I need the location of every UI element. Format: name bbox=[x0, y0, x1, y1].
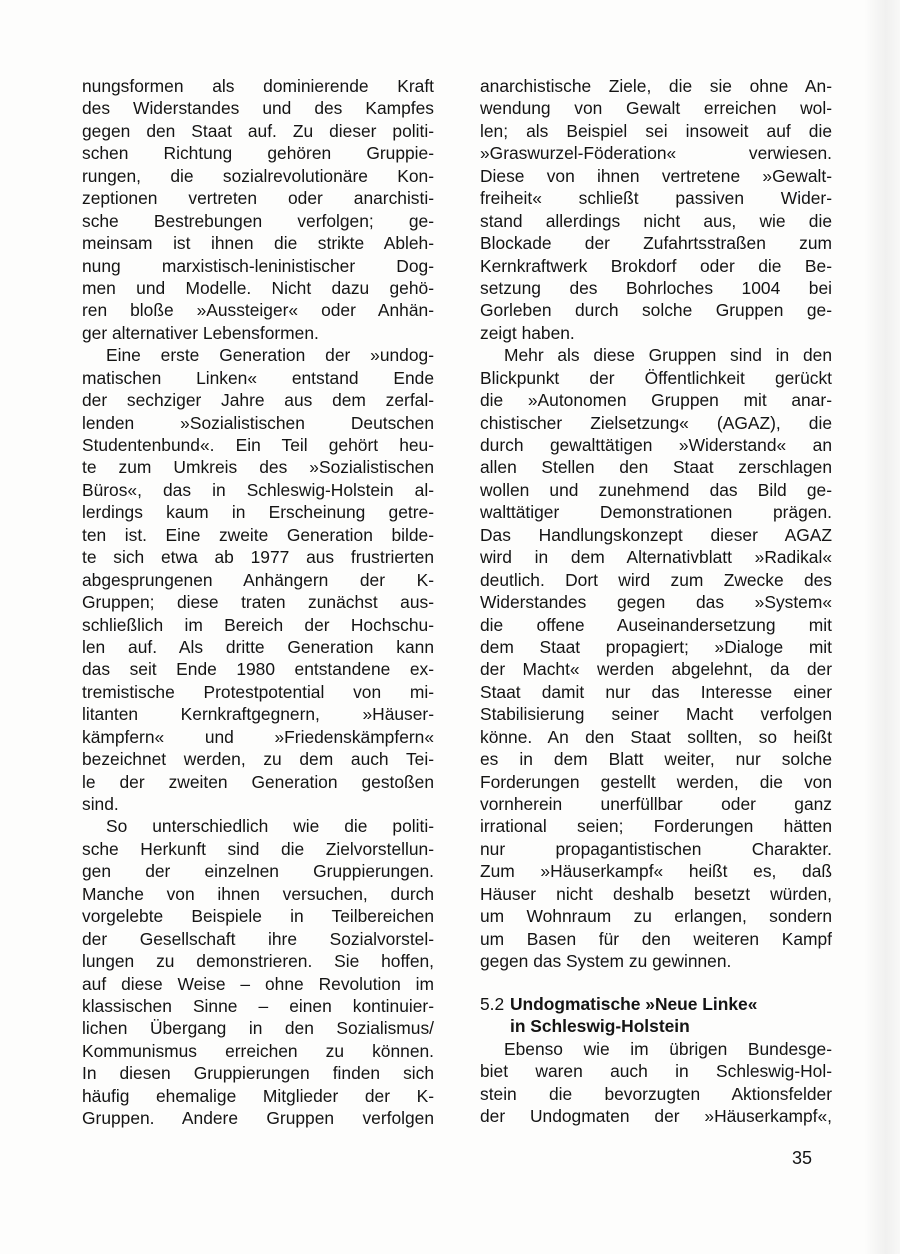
text-line: Manche von ihnen versuchen, durch bbox=[82, 883, 434, 904]
section-number: 5.2 bbox=[480, 993, 505, 1014]
text-line: tremistische Protestpotential von mi- bbox=[82, 681, 434, 702]
text-line: Blickpunkt der Öffentlichkeit gerückt bbox=[480, 367, 832, 388]
text-line: Büros«, das in Schleswig-Holstein al- bbox=[82, 479, 434, 500]
text-line: schen Richtung gehören Gruppie- bbox=[82, 143, 434, 164]
text-line: zeigt haben. bbox=[480, 322, 575, 343]
text-line: anarchistische Ziele, die sie ohne An- bbox=[480, 76, 832, 96]
text-line: So unterschiedlich wie die politi- bbox=[106, 816, 434, 837]
text-line: len auf. Als dritte Generation kann bbox=[82, 636, 434, 657]
section-heading bbox=[480, 993, 832, 1038]
text-line: es in dem Blatt weiter, nur solche bbox=[480, 749, 832, 770]
text-line: schließlich im Bereich der Hochschu- bbox=[82, 614, 434, 635]
text-line: könne. An den Staat sollten, so heißt bbox=[480, 726, 832, 747]
text-line: Blockade der Zufahrtsstraßen zum bbox=[480, 233, 832, 254]
text-line: Häuser nicht deshalb besetzt würden, bbox=[480, 883, 832, 904]
text-line: zeptionen vertreten oder anarchisti- bbox=[82, 188, 434, 209]
text-line: der Undogmaten der »Häuserkampf«, bbox=[480, 1106, 832, 1126]
text-line: nur propagantistischen Charakter. bbox=[480, 838, 832, 859]
text-line: das seit Ende 1980 entstandene ex- bbox=[82, 659, 434, 680]
section-title-line-2: in Schleswig-Holstein bbox=[510, 1016, 690, 1037]
text-line: der Gesellschaft ihre Sozialvorstel- bbox=[82, 928, 434, 949]
text-line: irrational seien; Forderungen hätten bbox=[480, 816, 832, 837]
text-line: Gruppen. Andere Gruppen verfolgen bbox=[82, 1108, 434, 1129]
text-line: Mehr als diese Gruppen sind in den bbox=[504, 345, 832, 366]
section-heading-line-1 bbox=[480, 993, 832, 1016]
text-line: lichen Übergang in den Sozialismus/ bbox=[82, 1018, 434, 1039]
text-line: gen der einzelnen Gruppierungen. bbox=[82, 861, 434, 882]
text-line: um Wohnraum zu erlangen, sondern bbox=[480, 906, 832, 927]
section-body-text bbox=[480, 1038, 832, 1128]
text-line: stein die bevorzugten Aktionsfelder bbox=[480, 1083, 832, 1104]
text-line: ger alternativer Lebensformen. bbox=[82, 322, 319, 343]
text-line: kämpfern« und »Friedenskämpfern« bbox=[82, 726, 434, 747]
text-line: sche Herkunft sind die Zielvorstellun- bbox=[82, 838, 434, 859]
text-line: Kommunismus erreichen zu können. bbox=[82, 1040, 434, 1061]
text-line: Zum »Häuserkampf« heißt es, daß bbox=[480, 861, 832, 882]
text-line: vornherein unerfüllbar oder ganz bbox=[480, 794, 832, 814]
text-line: freiheit« schließt passiven Wider- bbox=[480, 188, 832, 209]
text-line: der sechziger Jahre aus dem zerfal- bbox=[82, 390, 434, 411]
text-line: abgesprungenen Anhängern der K- bbox=[82, 569, 434, 590]
text-line: gegen den Staat auf. Zu dieser politi- bbox=[82, 120, 434, 141]
text-line: um Basen für den weiteren Kampf bbox=[480, 928, 832, 949]
text-line: die offene Auseinandersetzung mit bbox=[480, 614, 832, 635]
text-line: Diese von ihnen vertretene »Gewalt- bbox=[480, 165, 832, 186]
text-line: matischen Linken« entstand Ende bbox=[82, 367, 434, 388]
text-line: Forderungen gestellt werden, die von bbox=[480, 771, 832, 792]
right-column bbox=[480, 75, 832, 1127]
text-line: der Macht« werden abgelehnt, da der bbox=[480, 659, 832, 680]
text-line: gegen das System zu gewinnen. bbox=[480, 951, 732, 972]
text-line: meinsam ist ihnen die strikte Ableh- bbox=[82, 233, 434, 254]
text-line: deutlich. Dort wird zum Zwecke des bbox=[480, 569, 832, 590]
text-line: chistischer Zielsetzung« (AGAZ), die bbox=[480, 412, 832, 433]
text-line: Ebenso wie im übrigen Bundesge- bbox=[504, 1038, 832, 1059]
text-line: nungsformen als dominierende Kraft bbox=[82, 76, 434, 96]
text-line: klassischen Sinne – einen kontinuier- bbox=[82, 995, 434, 1016]
page-number: 35 bbox=[791, 1148, 812, 1168]
text-line: biet waren auch in Schleswig-Hol- bbox=[480, 1061, 832, 1082]
text-line: te zum Umkreis des »Sozialistischen bbox=[82, 457, 434, 478]
section-title-line-1: Undogmatische »Neue Linke« bbox=[510, 993, 758, 1014]
text-line: auf diese Weise – ohne Revolution im bbox=[82, 973, 434, 994]
right-column-text bbox=[480, 75, 832, 973]
text-line: wird in dem Alternativblatt »Radikal« bbox=[480, 547, 832, 568]
text-line: bezeichnet werden, zu dem auch Tei- bbox=[82, 749, 434, 770]
text-line: Staat damit nur das Interesse einer bbox=[480, 681, 832, 702]
text-line: die »Autonomen Gruppen mit anar- bbox=[480, 390, 832, 411]
text-line: ten ist. Eine zweite Generation bilde- bbox=[82, 524, 434, 545]
left-column bbox=[82, 75, 434, 1130]
text-line: »Graswurzel-Föderation« verwiesen. bbox=[480, 143, 832, 164]
text-line: allen Stellen den Staat zerschlagen bbox=[480, 457, 832, 478]
text-line: walttätiger Demonstrationen prägen. bbox=[480, 502, 832, 523]
text-line: Stabilisierung seiner Macht verfolgen bbox=[480, 704, 832, 725]
text-line: sche Bestrebungen verfolgen; ge- bbox=[82, 210, 434, 231]
text-line: setzung des Bohrloches 1004 bei bbox=[480, 277, 832, 298]
text-line: nung marxistisch-leninistischer Dog- bbox=[82, 255, 434, 276]
text-line: lerdings kaum in Erscheinung getre- bbox=[82, 502, 434, 523]
text-line: stand allerdings nicht aus, wie die bbox=[480, 210, 832, 231]
text-line: Kernkraftwerk Brokdorf oder die Be- bbox=[480, 255, 832, 276]
text-line: In diesen Gruppierungen finden sich bbox=[82, 1063, 434, 1084]
text-line: len; als Beispiel sei insoweit auf die bbox=[480, 120, 832, 141]
text-line: lenden »Sozialistischen Deutschen bbox=[82, 412, 434, 433]
text-line: des Widerstandes und des Kampfes bbox=[82, 98, 434, 119]
text-line: wollen und zunehmend das Bild ge- bbox=[480, 479, 832, 500]
text-line: Gorleben durch solche Gruppen ge- bbox=[480, 300, 832, 321]
text-line: häufig ehemalige Mitglieder der K- bbox=[82, 1085, 434, 1106]
text-line: dem Staat propagiert; »Dialoge mit bbox=[480, 636, 832, 657]
text-line: te sich etwa ab 1977 aus frustrierten bbox=[82, 547, 434, 568]
text-line: ren bloße »Aussteiger« oder Anhän- bbox=[82, 300, 434, 321]
text-line: Gruppen; diese traten zunächst aus- bbox=[82, 592, 434, 613]
text-line: Studentenbund«. Ein Teil gehört heu- bbox=[82, 435, 434, 455]
text-line: Eine erste Generation der »undog- bbox=[106, 345, 434, 366]
text-line: le der zweiten Generation gestoßen bbox=[82, 771, 434, 792]
text-line: Widerstandes gegen das »System« bbox=[480, 592, 832, 613]
text-line: Das Handlungskonzept dieser AGAZ bbox=[480, 524, 832, 545]
text-line: rungen, die sozialrevolutionäre Kon- bbox=[82, 165, 434, 186]
text-line: lungen zu demonstrieren. Sie hoffen, bbox=[82, 951, 434, 972]
page-edge-shadow bbox=[864, 0, 900, 1254]
text-line: durch gewalttätigen »Widerstand« an bbox=[480, 435, 832, 455]
text-line: vorgelebte Beispiele in Teilbereichen bbox=[82, 906, 434, 927]
text-line: litanten Kernkraftgegnern, »Häuser- bbox=[82, 704, 434, 725]
text-line: wendung von Gewalt erreichen wol- bbox=[480, 98, 832, 119]
text-line: men und Modelle. Nicht dazu gehö- bbox=[82, 277, 434, 298]
text-line: sind. bbox=[82, 794, 119, 814]
